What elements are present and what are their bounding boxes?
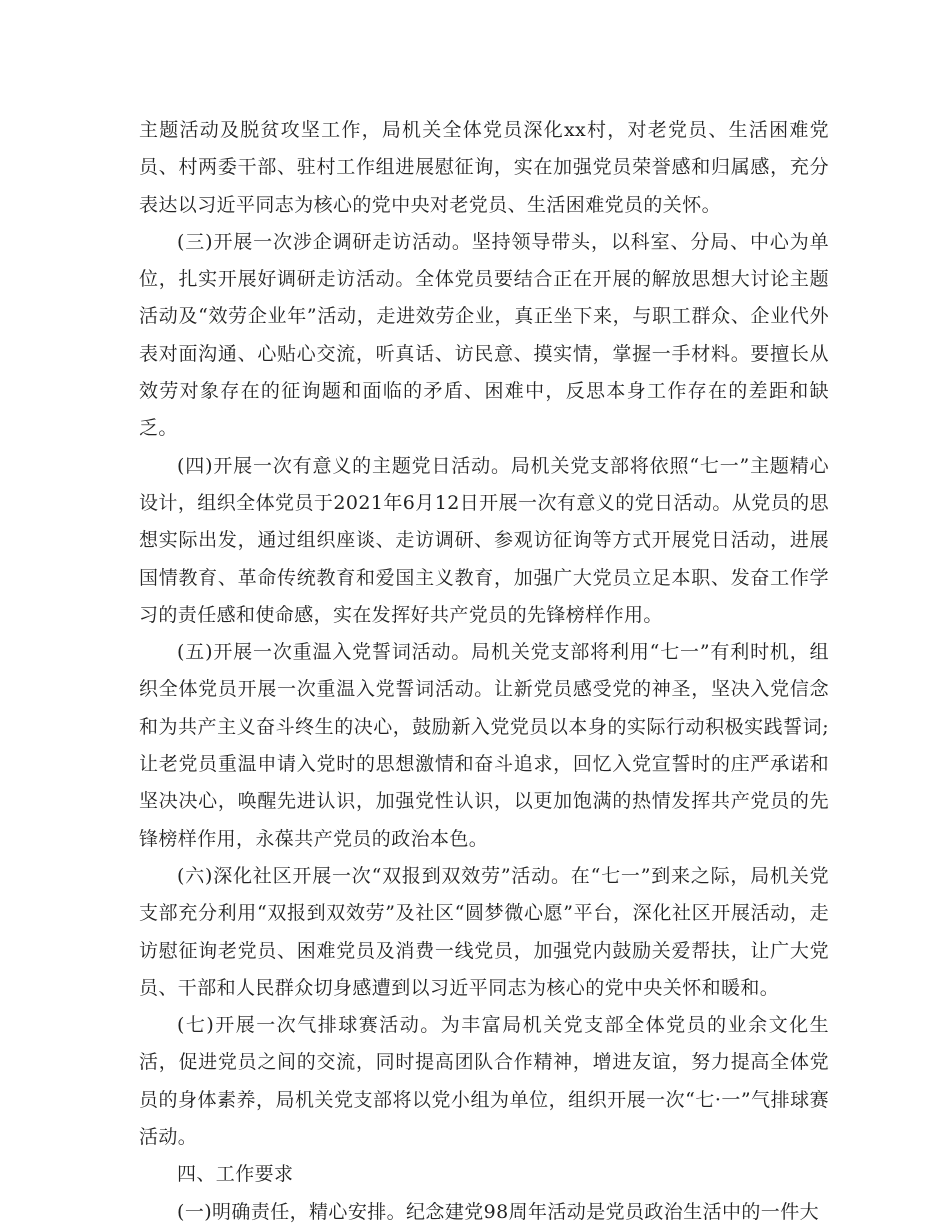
- paragraph-item-7: (七)开展一次气排球赛活动。为丰富局机关党支部全体党员的业余文化生活，促进党员之间的交流，同时提高团队合作精神，增进友谊，努力提高全体党员的身体素养，局机关党支部将以党小组为单位，组织开展一次“七·一”气排球赛活动。: [139, 1014, 829, 1149]
- paragraph-item-5: (五)开展一次重温入党誓词活动。局机关党支部将利用“七一”有利时机，组织全体党员开展一次重温入党誓词活动。让新党员感受党的神圣，坚决入党信念和为共产主义奋斗终生的决心，鼓励新入党党员以本身的实际行动积极实践誓词;让老党员重温申请入党时的思想激情和奋斗追求，回忆入党宣誓时的庄严承诺和坚决决心，唤醒先进认识，加强党性认识，以更加饱满的热情发挥共产党员的先锋榜样作用，永葆共产党员的政治本色。: [139, 641, 829, 850]
- paragraph-item-4: (四)开展一次有意义的主题党日活动。局机关党支部将依照“七一”主题精心设计，组织全体党员于2021年6月12日开展一次有意义的党日活动。从党员的思想实际出发，通过组织座谈、走访调研、参观访征询等方式开展党日活动，进展国情教育、革命传统教育和爱国主义教育，加强广大党员立足本职、发奋工作学习的责任感和使命感，实在发挥好共产党员的先锋榜样作用。: [139, 454, 829, 626]
- document-body: [139, 112, 829, 1231]
- paragraph-continuation: 主题活动及脱贫攻坚工作，局机关全体党员深化xx村，对老党员、生活困难党员、村两委干部、驻村工作组进展慰征询，实在加强党员荣誉感和归属感，充分表达以习近平同志为核心的党中央对老党员、生活困难党员的关怀。: [139, 119, 829, 216]
- paragraph-item-6: (六)深化社区开展一次“双报到双效劳”活动。在“七一”到来之际，局机关党支部充分利用“双报到双效劳”及社区“圆梦微心愿”平台，深化社区开展活动，走访慰征询老党员、困难党员及消费一线党员，加强党内鼓励关爱帮扶，让广大党员、干部和人民群众切身感遭到以习近平同志为核心的党中央关怀和暖和。: [139, 864, 829, 999]
- section-heading-work-requirements: 四、工作要求: [177, 1163, 294, 1186]
- paragraph-requirement-1: (一)明确责任，精心安排。纪念建党98周年活动是党员政治生活中的一件大: [177, 1200, 820, 1223]
- paragraph-item-3: (三)开展一次涉企调研走访活动。坚持领导带头，以科室、分局、中心为单位，扎实开展好调研走访活动。全体党员要结合正在开展的解放思想大讨论主题活动及“效劳企业年”活动，走进效劳企业，真正坐下来，与职工群众、企业代外表对面沟通、心贴心交流，听真话、访民意、摸实情，掌握一手材料。要擅长从效劳对象存在的征询题和面临的矛盾、困难中，反思本身工作存在的差距和缺乏。: [139, 230, 829, 440]
